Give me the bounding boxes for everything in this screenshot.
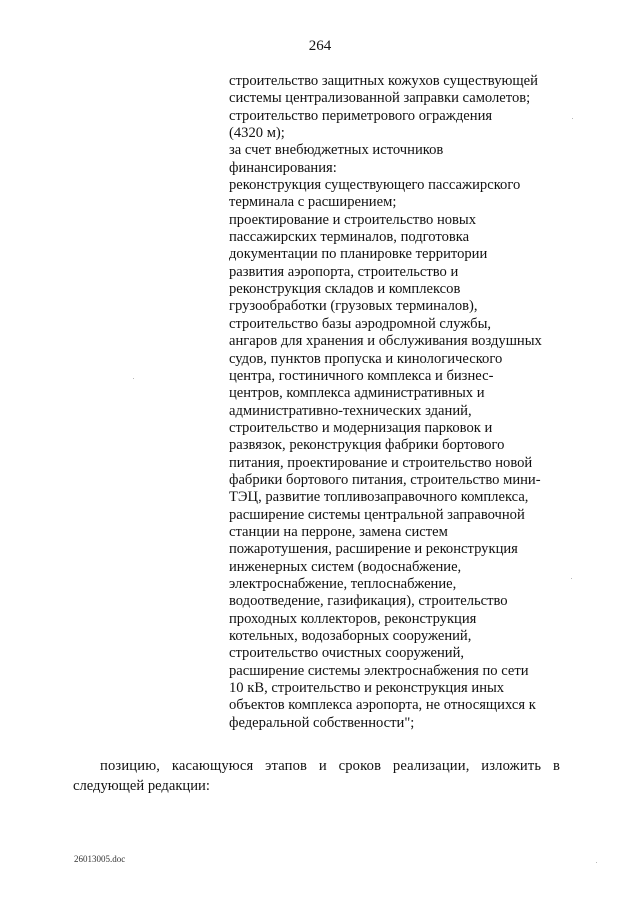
paragraph-line-1: позицию, касающуюся этапов и сроков реализации, изложить в: [100, 758, 560, 774]
scan-speck: [133, 378, 134, 379]
text-line: реконструкция существующего пассажирского: [229, 177, 521, 194]
text-line: электроснабжение, теплоснабжение,: [229, 575, 457, 592]
text-line: строительство базы аэродромной службы,: [229, 315, 492, 332]
scan-speck: [596, 862, 597, 863]
text-line: пожаротушения, расширение и реконструкция: [229, 541, 518, 558]
text-line: ТЭЦ, развитие топливозаправочного комплекса,: [229, 489, 529, 506]
text-line: за счет внебюджетных источников: [229, 142, 444, 159]
scan-speck: [572, 118, 573, 119]
paragraph-line-2: следующей редакции:: [73, 778, 210, 794]
text-line: центров, комплекса административных и: [229, 385, 485, 402]
text-line: пассажирских терминалов, подготовка: [229, 229, 470, 246]
project-list-column: [229, 73, 569, 732]
text-line: судов, пунктов пропуска и кинологического: [229, 350, 503, 367]
body-paragraph: [73, 756, 560, 796]
text-line: водоотведение, газификация), строительство: [229, 593, 508, 610]
text-line: (4320 м);: [229, 125, 285, 142]
text-line: расширение системы центральной заправочной: [229, 506, 525, 523]
text-line: объектов комплекса аэропорта, не относящихся к: [229, 697, 536, 714]
text-line: ангаров для хранения и обслуживания воздушных: [229, 333, 542, 350]
text-line: реконструкция складов и комплексов: [229, 281, 461, 298]
text-line: документации по планировке территории: [229, 246, 488, 263]
text-line: терминала с расширением;: [229, 194, 397, 211]
text-line: финансирования:: [229, 159, 337, 176]
text-line: федеральной собственности";: [229, 714, 415, 731]
text-line: развития аэропорта, строительство и: [229, 263, 459, 280]
text-line: питания, проектирование и строительство новой: [229, 454, 533, 471]
scan-speck: [571, 578, 572, 579]
text-line: административно-технических зданий,: [229, 402, 472, 419]
document-file-code: 26013005.doc: [74, 854, 126, 864]
text-line: 10 кВ, строительство и реконструкция иных: [229, 680, 505, 697]
text-line: проектирование и строительство новых: [229, 211, 477, 228]
text-line: фабрики бортового питания, строительство мини-: [229, 471, 541, 488]
text-line: системы централизованной заправки самолетов;: [229, 90, 531, 107]
text-line: расширение системы электроснабжения по сети: [229, 662, 529, 679]
text-line: центра, гостиничного комплекса и бизнес-: [229, 367, 494, 384]
page-number: 264: [308, 38, 332, 54]
text-line: строительство периметрового ограждения: [229, 107, 493, 124]
text-line: проходных коллекторов, реконструкция: [229, 610, 477, 627]
text-line: развязок, реконструкция фабрики бортового: [229, 437, 505, 454]
text-line: грузообработки (грузовых терминалов),: [229, 298, 478, 315]
text-line: инженерных систем (водоснабжение,: [229, 558, 462, 575]
text-line: строительство защитных кожухов существующей: [229, 73, 538, 89]
text-line: котельных, водозаборных сооружений,: [229, 628, 472, 644]
text-line: строительство и модернизация парковок и: [229, 419, 493, 436]
text-line: строительство очистных сооружений,: [229, 645, 465, 662]
text-line: станции на перроне, замена систем: [229, 523, 448, 540]
